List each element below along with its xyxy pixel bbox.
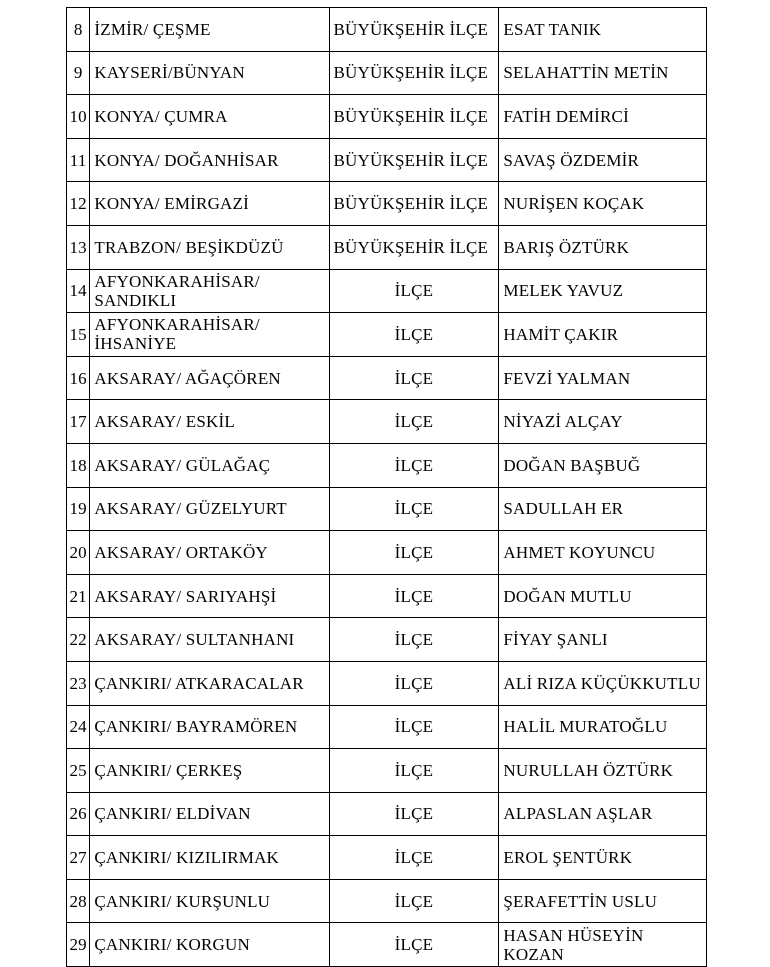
table-row xyxy=(67,8,707,52)
municipality-type: İLÇE xyxy=(329,400,499,444)
row-number: 19 xyxy=(67,487,90,531)
row-number: 15 xyxy=(67,313,90,357)
mayor-name: ALPASLAN AŞLAR xyxy=(499,792,707,836)
municipality-type: İLÇE xyxy=(329,487,499,531)
province-district: ÇANKIRI/ KIZILIRMAK xyxy=(90,836,329,880)
municipality-type: BÜYÜKŞEHİR İLÇE xyxy=(329,51,499,95)
row-number: 8 xyxy=(67,8,90,52)
province-district: AKSARAY/ AĞAÇÖREN xyxy=(90,356,329,400)
row-number: 21 xyxy=(67,574,90,618)
mayor-name: ALİ RIZA KÜÇÜKKUTLU xyxy=(499,661,707,705)
municipality-type: İLÇE xyxy=(329,618,499,662)
mayor-list-table xyxy=(66,7,707,967)
table-row xyxy=(67,792,707,836)
municipality-type: İLÇE xyxy=(329,879,499,923)
row-number: 23 xyxy=(67,661,90,705)
municipality-type: İLÇE xyxy=(329,574,499,618)
province-district: AFYONKARAHİSAR/ SANDIKLI xyxy=(90,269,329,313)
mayor-name: NURULLAH ÖZTÜRK xyxy=(499,749,707,793)
mayor-name: AHMET KOYUNCU xyxy=(499,531,707,575)
province-district: KAYSERİ/BÜNYAN xyxy=(90,51,329,95)
municipality-type: İLÇE xyxy=(329,356,499,400)
table-row xyxy=(67,879,707,923)
table-row xyxy=(67,182,707,226)
mayor-name: SADULLAH ER xyxy=(499,487,707,531)
table-row xyxy=(67,531,707,575)
mayor-name: ŞERAFETTİN USLU xyxy=(499,879,707,923)
mayor-name: HALİL MURATOĞLU xyxy=(499,705,707,749)
municipality-type: İLÇE xyxy=(329,269,499,313)
row-number: 28 xyxy=(67,879,90,923)
province-district: ÇANKIRI/ BAYRAMÖREN xyxy=(90,705,329,749)
mayor-name: ESAT TANIK xyxy=(499,8,707,52)
municipality-type: BÜYÜKŞEHİR İLÇE xyxy=(329,138,499,182)
province-district: AKSARAY/ SARIYAHŞİ xyxy=(90,574,329,618)
province-district: AFYONKARAHİSAR/ İHSANİYE xyxy=(90,313,329,357)
province-district: ÇANKIRI/ ATKARACALAR xyxy=(90,661,329,705)
table-row xyxy=(67,51,707,95)
mayor-name: DOĞAN MUTLU xyxy=(499,574,707,618)
row-number: 29 xyxy=(67,923,90,967)
row-number: 27 xyxy=(67,836,90,880)
row-number: 9 xyxy=(67,51,90,95)
mayor-name: HASAN HÜSEYİN KOZAN xyxy=(499,923,707,967)
municipality-type: İLÇE xyxy=(329,661,499,705)
table-row xyxy=(67,225,707,269)
table-row xyxy=(67,574,707,618)
province-district: TRABZON/ BEŞİKDÜZÜ xyxy=(90,225,329,269)
mayor-name: NİYAZİ ALÇAY xyxy=(499,400,707,444)
table-row xyxy=(67,400,707,444)
municipality-type: İLÇE xyxy=(329,531,499,575)
province-district: AKSARAY/ ESKİL xyxy=(90,400,329,444)
mayor-name: MELEK YAVUZ xyxy=(499,269,707,313)
table-row xyxy=(67,269,707,313)
municipality-type: İLÇE xyxy=(329,792,499,836)
province-district: KONYA/ ÇUMRA xyxy=(90,95,329,139)
row-number: 14 xyxy=(67,269,90,313)
mayor-name: BARIŞ ÖZTÜRK xyxy=(499,225,707,269)
province-district: AKSARAY/ GÜLAĞAÇ xyxy=(90,443,329,487)
row-number: 18 xyxy=(67,443,90,487)
municipality-type: BÜYÜKŞEHİR İLÇE xyxy=(329,95,499,139)
mayor-name: SELAHATTİN METİN xyxy=(499,51,707,95)
municipality-type: İLÇE xyxy=(329,749,499,793)
municipality-type: İLÇE xyxy=(329,705,499,749)
table-row xyxy=(67,95,707,139)
table-row xyxy=(67,749,707,793)
row-number: 25 xyxy=(67,749,90,793)
mayor-name: FİYAY ŞANLI xyxy=(499,618,707,662)
province-district: ÇANKIRI/ KURŞUNLU xyxy=(90,879,329,923)
municipality-type: İLÇE xyxy=(329,313,499,357)
province-district: AKSARAY/ SULTANHANI xyxy=(90,618,329,662)
table-row xyxy=(67,836,707,880)
row-number: 26 xyxy=(67,792,90,836)
mayor-name: NURİŞEN KOÇAK xyxy=(499,182,707,226)
table-body xyxy=(67,8,707,967)
province-district: AKSARAY/ GÜZELYURT xyxy=(90,487,329,531)
municipality-type: İLÇE xyxy=(329,836,499,880)
row-number: 13 xyxy=(67,225,90,269)
table-row xyxy=(67,138,707,182)
table-row xyxy=(67,705,707,749)
municipality-type: İLÇE xyxy=(329,443,499,487)
row-number: 20 xyxy=(67,531,90,575)
mayor-name: FEVZİ YALMAN xyxy=(499,356,707,400)
mayor-name: FATİH DEMİRCİ xyxy=(499,95,707,139)
province-district: KONYA/ DOĞANHİSAR xyxy=(90,138,329,182)
province-district: ÇANKIRI/ KORGUN xyxy=(90,923,329,967)
row-number: 11 xyxy=(67,138,90,182)
mayor-name: EROL ŞENTÜRK xyxy=(499,836,707,880)
table-row xyxy=(67,487,707,531)
row-number: 17 xyxy=(67,400,90,444)
municipality-type: BÜYÜKŞEHİR İLÇE xyxy=(329,8,499,52)
table-row xyxy=(67,443,707,487)
municipality-type: BÜYÜKŞEHİR İLÇE xyxy=(329,225,499,269)
municipality-type: BÜYÜKŞEHİR İLÇE xyxy=(329,182,499,226)
table-row xyxy=(67,313,707,357)
row-number: 24 xyxy=(67,705,90,749)
row-number: 22 xyxy=(67,618,90,662)
mayor-name: SAVAŞ ÖZDEMİR xyxy=(499,138,707,182)
table-row xyxy=(67,661,707,705)
row-number: 10 xyxy=(67,95,90,139)
table-row xyxy=(67,356,707,400)
mayor-name: HAMİT ÇAKIR xyxy=(499,313,707,357)
mayor-name: DOĞAN BAŞBUĞ xyxy=(499,443,707,487)
table-row xyxy=(67,618,707,662)
province-district: ÇANKIRI/ ÇERKEŞ xyxy=(90,749,329,793)
municipality-type: İLÇE xyxy=(329,923,499,967)
province-district: İZMİR/ ÇEŞME xyxy=(90,8,329,52)
row-number: 16 xyxy=(67,356,90,400)
province-district: ÇANKIRI/ ELDİVAN xyxy=(90,792,329,836)
province-district: AKSARAY/ ORTAKÖY xyxy=(90,531,329,575)
province-district: KONYA/ EMİRGAZİ xyxy=(90,182,329,226)
row-number: 12 xyxy=(67,182,90,226)
table-row xyxy=(67,923,707,967)
